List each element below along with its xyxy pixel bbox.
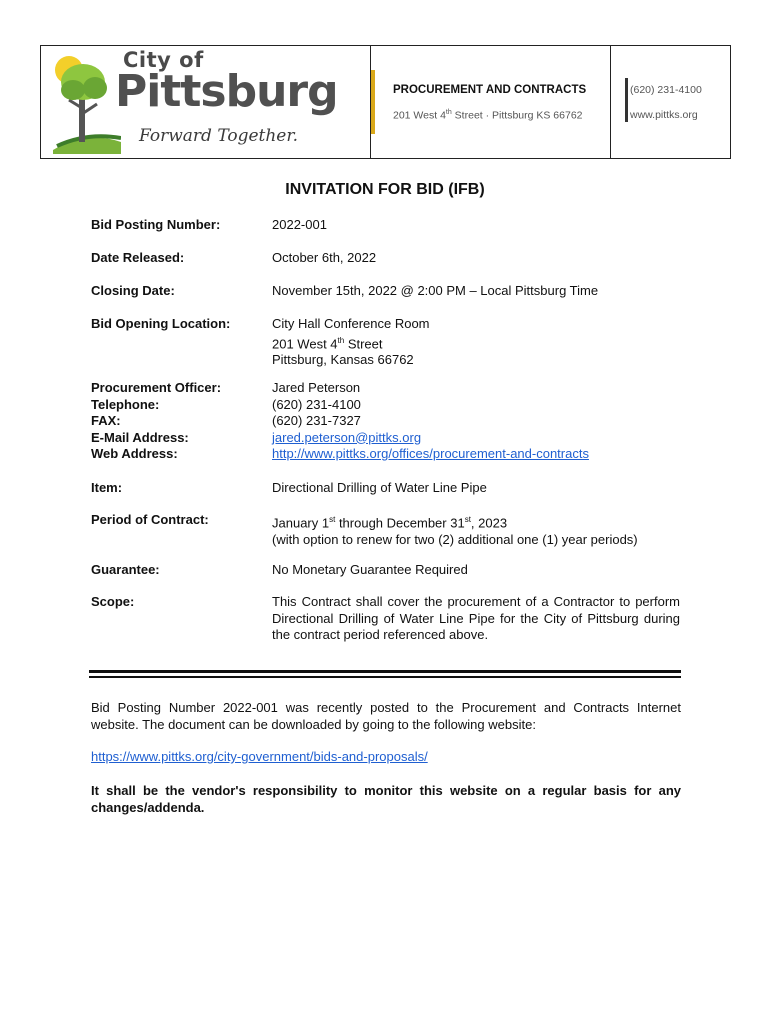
header-phone: (620) 231-4100 [630, 84, 702, 96]
city-logo [51, 48, 338, 154]
document-title: INVITATION FOR BID (IFB) [285, 181, 485, 198]
telephone-label: Telephone: [91, 396, 160, 412]
vendor-notice: It shall be the vendor's responsibility to monitor this website on a regular basis for any changes/addenda. [91, 783, 681, 815]
web-address-link[interactable]: http://www.pittks.org/offices/procurement-and-contracts [272, 446, 589, 461]
guarantee-value: No Monetary Guarantee Required [272, 562, 468, 577]
item-value: Directional Drilling of Water Line Pipe [272, 480, 487, 495]
scope-value: This Contract shall cover the procurement of a Contractor to perform Directional Drilling of Water Line Pipe for the City of Pittsburg during the contract period referenced above. [272, 594, 680, 642]
department-address: 201 West 4th Street · Pittsburg KS 66762 [393, 109, 583, 122]
bid-posting-number-value: 2022-001 [272, 217, 327, 232]
fax-label: FAX: [91, 413, 121, 428]
procurement-officer-value: Jared Peterson [272, 380, 361, 395]
section-divider [89, 676, 681, 678]
bid-opening-location-label: Bid Opening Location: [91, 316, 231, 331]
date-released-label: Date Released: [91, 250, 185, 265]
accent-bar [625, 78, 628, 122]
period-of-contract-label: Period of Contract: [91, 512, 209, 527]
email-link[interactable]: jared.peterson@pittks.org [272, 429, 422, 445]
section-divider [89, 670, 681, 673]
telephone-value: (620) 231-4100 [272, 396, 361, 412]
contact-labels [91, 380, 221, 463]
period-of-contract-value: January 1st through December 31st, 2023 (with option to renew for two (2) additional one (1) year periods) [272, 515, 638, 547]
bid-opening-location-value: City Hall Conference Room 201 West 4th Street Pittsburg, Kansas 66762 [272, 316, 430, 368]
scope-label: Scope: [91, 594, 135, 609]
bid-posting-number-label: Bid Posting Number: [91, 217, 221, 232]
closing-date-value: November 15th, 2022 @ 2:00 PM – Local Pittsburg Time [272, 283, 599, 298]
accent-bar [371, 70, 375, 134]
date-released-value: October 6th, 2022 [272, 250, 377, 265]
bids-proposals-link[interactable]: https://www.pittks.org/city-government/bids-and-proposals/ [91, 749, 428, 764]
email-label: E-Mail Address: [91, 429, 189, 445]
web-address-label: Web Address: [91, 446, 178, 461]
logo-city-of: City of [123, 48, 204, 72]
tree-icon [51, 50, 121, 154]
posting-paragraph: Bid Posting Number 2022-001 was recently posted to the Procurement and Contracts Internet website. The document can be downloaded by going to the following website: [91, 700, 681, 732]
department-name: PROCUREMENT AND CONTRACTS [393, 84, 587, 96]
procurement-officer-label: Procurement Officer: [91, 380, 222, 395]
fax-value: (620) 231-7327 [272, 413, 361, 428]
letterhead [40, 45, 731, 159]
contact-values [272, 380, 589, 463]
logo-city-name: Pittsburg [115, 66, 338, 117]
header-website: www.pittks.org [630, 109, 698, 121]
logo-tagline: Forward Together. [139, 126, 299, 146]
guarantee-label: Guarantee: [91, 562, 160, 577]
divider [610, 46, 611, 158]
item-label: Item: [91, 480, 123, 495]
closing-date-label: Closing Date: [91, 283, 175, 298]
